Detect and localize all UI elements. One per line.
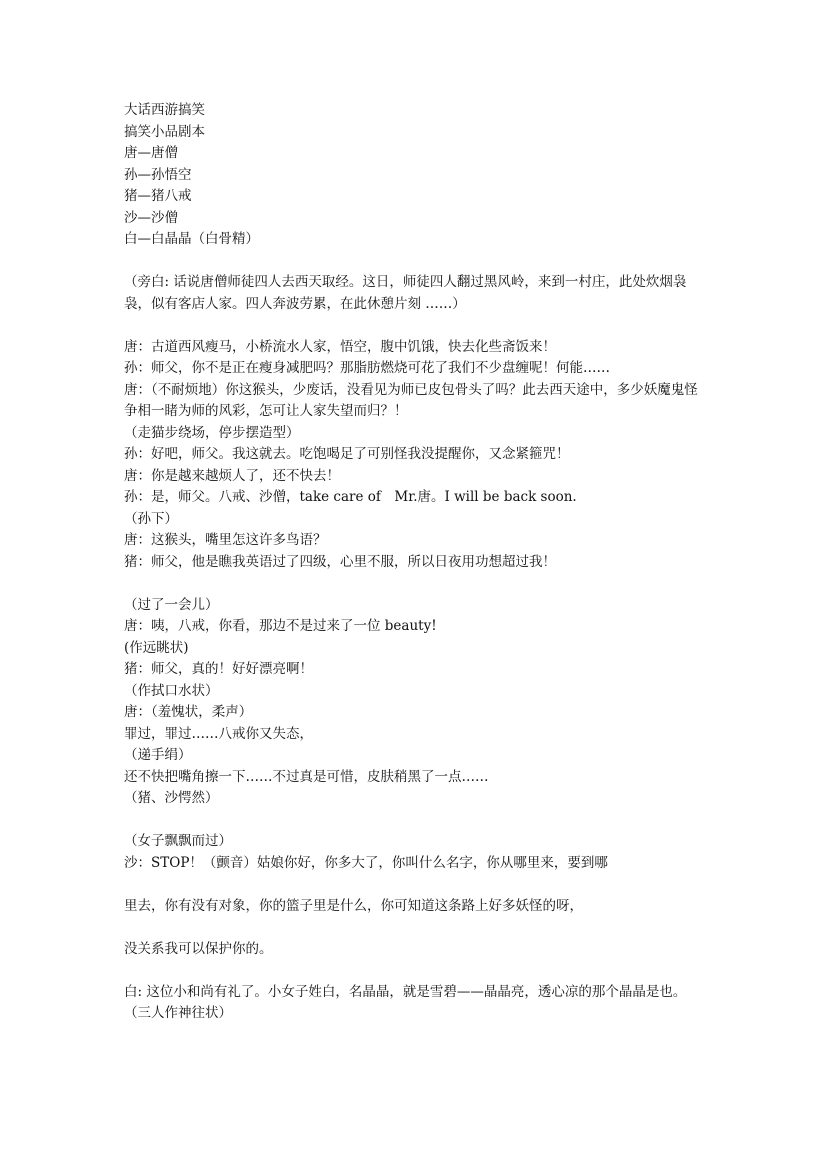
spacer [124,573,709,595]
dialogue-line: 沙：STOP！（颤音）姑娘你好，你多大了，你叫什么名字，你从哪里来，要到哪 [124,854,608,871]
stage-direction: （三人作神往状） [124,1005,232,1021]
dialogue-line: 猪：师父，他是瞧我英语过了四级，心里不服，所以日夜用功想超过我！ [124,553,556,570]
dialogue-line: 唐：咦，八戒，你看，那边不是过来了一位 beauty! [124,618,437,634]
dialogue-line: 还不快把嘴角擦一下……不过真是可惜，皮肤稍黑了一点…… [124,768,489,785]
stage-direction: （孙下） [124,510,178,527]
spacer [124,874,709,896]
dialogue-line: 孙：师父，你不是正在瘦身减肥吗？那脂肪燃烧可花了我们不少盘缠呢！何能…… [124,360,610,376]
stage-direction: （女子飘飘而过） [124,833,232,849]
stage-direction: （猪、沙愕然） [124,790,219,806]
narration: （旁白: 话说唐僧师徒四人去西天取经。这日，师徒四人翻过黑风岭，来到一村庄，此处炊烟袅袅，似有客店人家。四人奔波劳累，在此休憩片刻 ……） [124,274,687,312]
dialogue-line: 唐：这猴头，嘴里怎这许多鸟语？ [124,532,327,548]
spacer [124,810,709,832]
doc-subtitle: 搞笑小品剧本 [124,123,205,140]
cast-line: 沙—沙僧 [124,209,178,226]
dialogue-line: 白: 这位小和尚有礼了。小女子姓白，名晶晶，就是雪碧——晶晶亮，透心凉的那个晶晶是也。 [124,983,687,1000]
dialogue-line: 猪：师父，真的！好好漂亮啊！ [124,661,313,677]
spacer [124,960,709,982]
dialogue-line: 没关系我可以保护你的。 [124,940,273,957]
script-body [124,100,709,1025]
dialogue-line: 唐：（不耐烦地）你这猴头，少废话，没看见为师已皮包骨头了吗？此去西天途中，多少妖魔鬼怪争相一睹为师的风彩，怎可让人家失望而归？！ [124,381,698,419]
dialogue-line: 唐：（羞愧状，柔声） [124,704,253,720]
stage-direction: (作远眺状) [124,639,189,656]
cast-line: 白—白晶晶（白骨精） [124,231,259,247]
doc-title: 大话西游搞笑 [124,102,205,118]
dialogue-line: 孙：好吧，师父。我这就去。吃饱喝足了可别怪我没提醒你，又念紧箍咒！ [124,446,570,462]
cast-line: 猪—猪八戒 [124,188,192,204]
stage-direction: （过了一会儿） [124,596,219,613]
dialogue-line: 唐：古道西风瘦马，小桥流水人家，悟空，腹中饥饿，快去化些斋饭来！ [124,338,556,355]
spacer [124,251,709,273]
dialogue-line: 罪过，罪过……八戒你又失态， [124,725,313,742]
cast-line: 唐—唐僧 [124,145,178,161]
spacer [124,917,709,939]
dialogue-line: 唐：你是越来越烦人了，还不快去！ [124,467,340,484]
dialogue-line: 孙：是，师父。八戒、沙僧，take care of Mr.唐。I will be back soon. [124,489,577,505]
stage-direction: （作拭口水状） [124,682,219,699]
stage-direction: （递手绢） [124,747,192,763]
cast-line: 孙—孙悟空 [124,166,192,183]
spacer [124,315,709,337]
dialogue-line: 里去，你有没有对象，你的篮子里是什么，你可知道这条路上好多妖怪的呀， [124,897,583,914]
stage-direction: （走猫步绕场，停步摆造型） [124,424,300,441]
